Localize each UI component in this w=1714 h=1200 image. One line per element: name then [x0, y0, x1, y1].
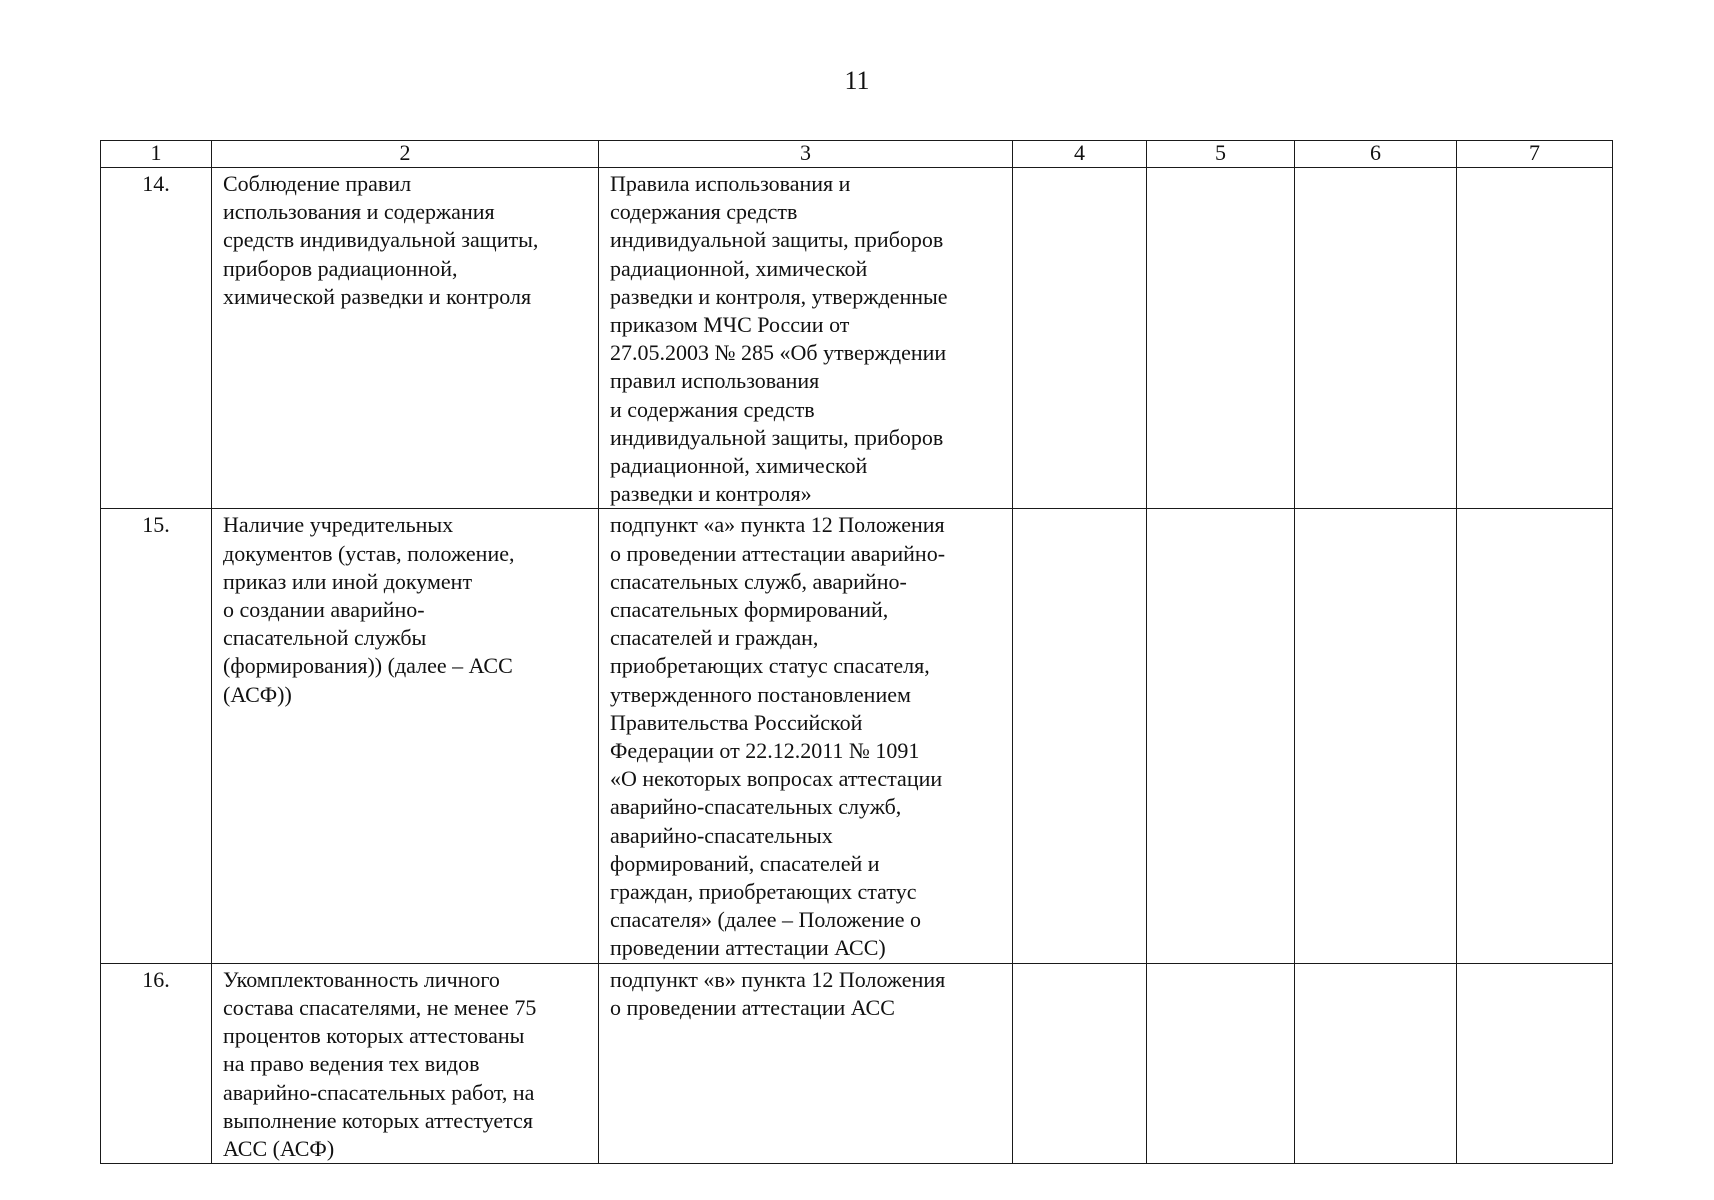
legal-basis-text: подпункт «в» пункта 12 Положения о проведении аттестации АСС — [610, 966, 946, 1020]
column-header-1: 1 — [101, 141, 212, 168]
legal-basis-text: подпункт «а» пункта 12 Положения о проведении аттестации аварийно- спасательных служб, аварийно- спасательных формирований, спасателей и граждан, приобретающих статус спасателя, утвержденного постановлением Правительства Российской Федерации от 22.12.2011 № 1091 «О некоторых вопросах аттестации аварийно-спасательных служб, аварийно-спасательных формирований, спасателей и граждан, приобретающих статус спасателя» (далее – Положение о проведении аттестации АСС) — [610, 512, 946, 961]
inspection-table — [100, 140, 1613, 1164]
column-4-cell — [1013, 509, 1147, 963]
column-header-7: 7 — [1457, 141, 1613, 168]
column-header-4: 4 — [1013, 141, 1147, 168]
column-7-cell — [1457, 509, 1613, 963]
legal-basis-cell — [599, 509, 1013, 963]
column-6-cell — [1295, 509, 1457, 963]
column-5-cell — [1147, 963, 1295, 1163]
row-number: 15. — [101, 509, 212, 963]
requirement-cell — [212, 168, 599, 509]
column-5-cell — [1147, 509, 1295, 963]
column-header-3: 3 — [599, 141, 1013, 168]
column-header-2: 2 — [212, 141, 599, 168]
requirement-cell — [212, 963, 599, 1163]
requirement-text: Наличие учредительных документов (устав, положение, приказ или иной документ о создании аварийно- спасательной службы (формирования)) (далее – АСС (АСФ)) — [223, 512, 515, 707]
page-number: 11 — [844, 66, 870, 95]
column-6-cell — [1295, 963, 1457, 1163]
legal-basis-cell — [599, 963, 1013, 1163]
column-header-6: 6 — [1295, 141, 1457, 168]
table-row — [101, 168, 1613, 509]
legal-basis-text: Правила использования и содержания средств индивидуальной защиты, приборов радиационной, химической разведки и контроля, утвержденные приказом МЧС России от 27.05.2003 № 285 «Об утверждении правил использования и содержания средств индивидуальной защиты, приборов радиационной, химической разведки и контроля» — [610, 171, 948, 507]
column-7-cell — [1457, 168, 1613, 509]
column-7-cell — [1457, 963, 1613, 1163]
table-row — [101, 963, 1613, 1163]
legal-basis-cell — [599, 168, 1013, 509]
column-4-cell — [1013, 963, 1147, 1163]
requirement-text: Укомплектованность личного состава спасателями, не менее 75 процентов которых аттестованы на право ведения тех видов аварийно-спасательных работ, на выполнение которых аттестуется АСС (АСФ) — [223, 966, 537, 1161]
column-6-cell — [1295, 168, 1457, 509]
row-number: 16. — [101, 963, 212, 1163]
table-row — [101, 509, 1613, 963]
requirement-text: Соблюдение правил использования и содержания средств индивидуальной защиты, приборов радиационной, химической разведки и контроля — [223, 171, 539, 309]
requirement-cell — [212, 509, 599, 963]
table-header-row — [101, 141, 1613, 168]
column-4-cell — [1013, 168, 1147, 509]
column-5-cell — [1147, 168, 1295, 509]
column-header-5: 5 — [1147, 141, 1295, 168]
row-number: 14. — [101, 168, 212, 509]
